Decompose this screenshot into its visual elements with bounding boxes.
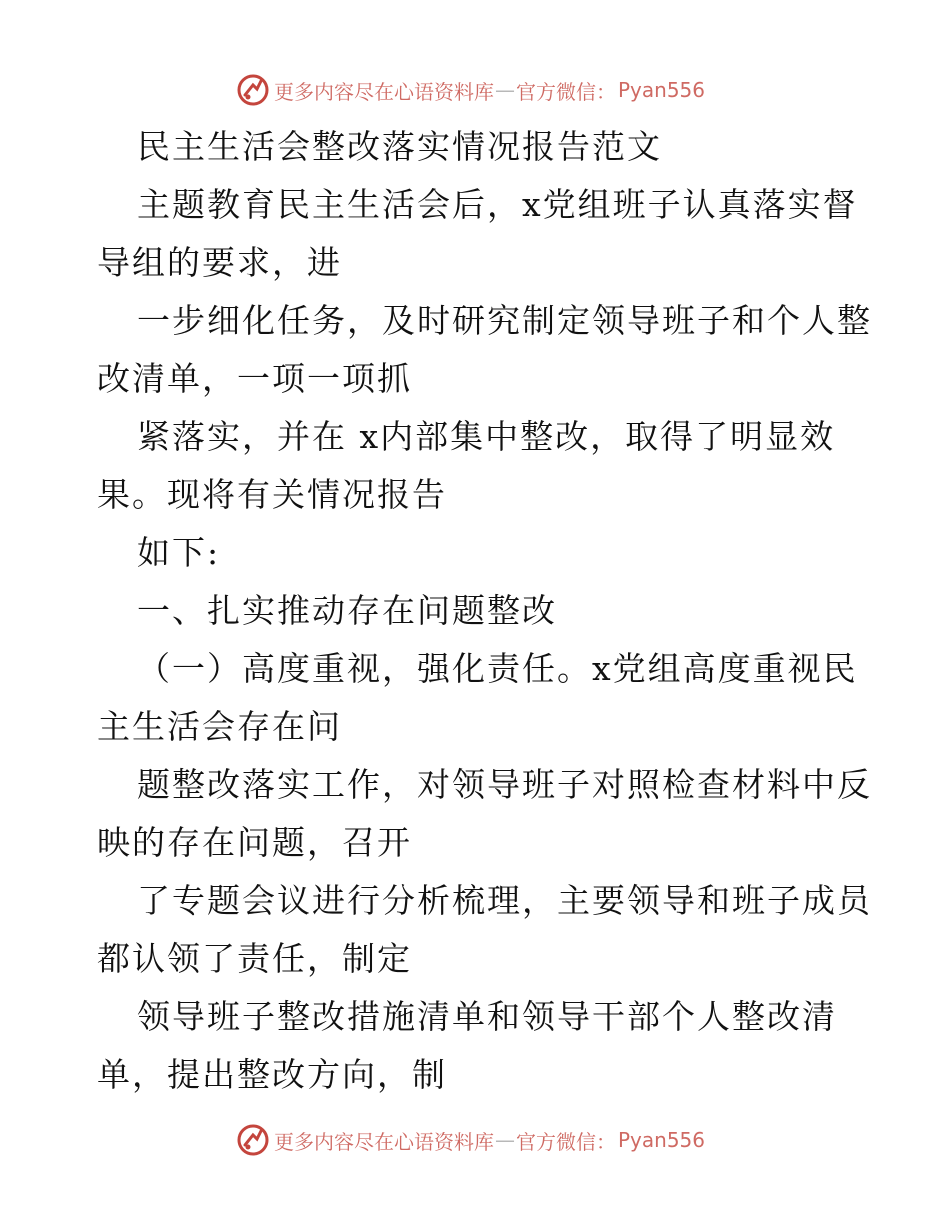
paragraph-line: 改清单，一项一项抓 xyxy=(97,359,412,398)
paragraph-line: 紧落实，并在 x内部集中整改，取得了明显效 xyxy=(137,417,836,456)
watermark-logo-icon xyxy=(236,1123,270,1157)
document-body xyxy=(97,118,872,1104)
watermark-brand: 更多内容尽在心语资料库 xyxy=(274,1129,494,1154)
watermark-logo-icon xyxy=(236,73,270,107)
watermark-dash: — xyxy=(495,1128,515,1152)
paragraph-line: 一步细化任务，及时研究制定领导班子和个人整 xyxy=(137,301,872,340)
paragraph-line: 题整改落实工作，对领导班子对照检查材料中反 xyxy=(137,765,872,804)
footer-watermark xyxy=(236,1122,705,1158)
paragraph-line: 映的存在问题，召开 xyxy=(97,823,412,862)
section-heading: 一、扎实推动存在问题整改 xyxy=(137,591,557,630)
document-title: 民主生活会整改落实情况报告范文 xyxy=(137,127,662,166)
paragraph-line: 单，提出整改方向，制 xyxy=(97,1055,447,1094)
paragraph-line: 果。现将有关情况报告 xyxy=(97,475,447,514)
watermark-wechat-label: 官方微信： xyxy=(516,1129,616,1154)
paragraph-line: 领导班子整改措施清单和领导干部个人整改清 xyxy=(137,997,837,1036)
paragraph-line: 主生活会存在问 xyxy=(97,707,342,746)
paragraph-line: 如下: xyxy=(137,533,221,572)
watermark-wechat-label: 官方微信： xyxy=(516,79,616,104)
watermark-brand: 更多内容尽在心语资料库 xyxy=(274,79,494,104)
watermark-handle: Pyan556 xyxy=(618,78,706,102)
paragraph-line: 都认领了责任，制定 xyxy=(97,939,412,978)
subsection-heading-line: （一）高度重视，强化责任。x党组高度重视民 xyxy=(137,649,858,688)
watermark-dash: — xyxy=(495,78,515,102)
paragraph-line: 了专题会议进行分析梳理，主要领导和班子成员 xyxy=(137,881,872,920)
watermark-handle: Pyan556 xyxy=(618,1128,706,1152)
paragraph-line: 导组的要求，进 xyxy=(97,243,342,282)
header-watermark xyxy=(236,72,705,108)
paragraph-line: 主题教育民主生活会后，x党组班子认真落实督 xyxy=(137,185,858,224)
